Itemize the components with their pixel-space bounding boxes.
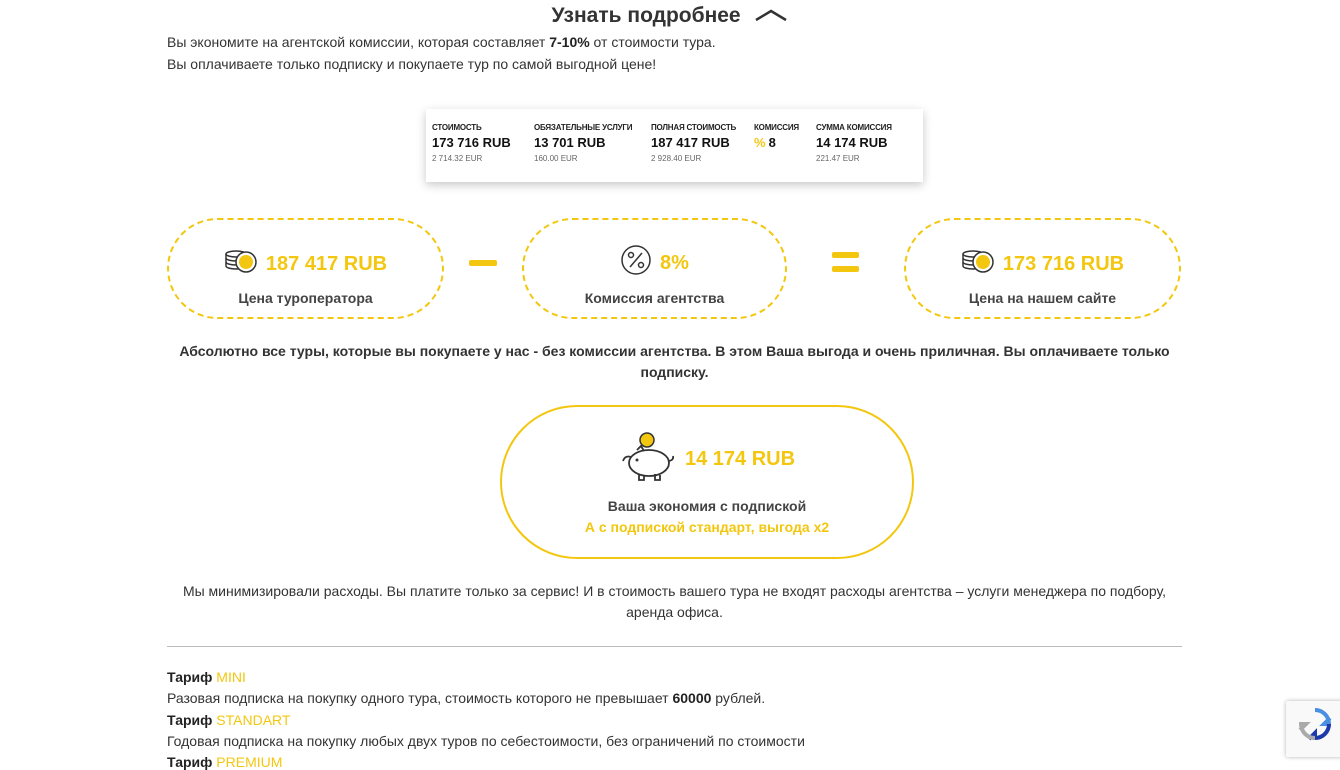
- tariff-standart-name: STANDART: [216, 712, 291, 728]
- tariff-premium-name: PREMIUM: [216, 754, 283, 770]
- site-price-pill: [904, 218, 1181, 319]
- site-price-amount: 173 716 RUB: [1002, 252, 1125, 275]
- price-column-cost: СТОИМОСТЬ 173 716 RUB 2 714.32 EUR: [432, 123, 511, 163]
- savings-caption: Ваша экономия с подпиской: [607, 498, 807, 514]
- expenses-description: Мы минимизировали расходы. Вы платите только за сервис! И в стоимость вашего тура не входят расходы агентства – услуги менеджера по подбору, аренда офиса.: [182, 583, 1167, 620]
- site-price-caption: Цена на нашем сайте: [968, 290, 1117, 306]
- tariff-mini-title: Тариф MINI: [167, 669, 246, 685]
- percent-circle-icon: [620, 244, 652, 282]
- minus-icon: [469, 260, 497, 266]
- savings-caption-standart: А с подпиской стандарт, выгода х2: [584, 519, 830, 535]
- percent-icon: %: [754, 135, 766, 150]
- divider: [167, 646, 1182, 647]
- tariff-premium-title: Тариф PREMIUM: [167, 754, 283, 770]
- recaptcha-icon: [1298, 707, 1332, 746]
- tariff-standart-title: Тариф STANDART: [167, 712, 291, 728]
- piggy-bank-icon: [619, 431, 675, 488]
- equals-icon-top: [832, 252, 859, 258]
- tariff-standart-description: Годовая подписка на покупку любых двух туров по себестоимости, без ограничений по стоимости: [167, 733, 805, 749]
- agency-commission-pill: [522, 218, 787, 319]
- operator-price-caption: Цена туроператора: [238, 290, 373, 306]
- agency-commission-amount: 8%: [660, 251, 689, 274]
- section-header[interactable]: [0, 4, 1340, 28]
- price-column-full: ПОЛНАЯ СТОИМОСТЬ 187 417 RUB 2 928.40 EUR: [651, 123, 737, 163]
- price-breakdown-card: [426, 109, 923, 182]
- chevron-up-icon[interactable]: [754, 4, 788, 28]
- operator-price-amount: 187 417 RUB: [265, 252, 388, 275]
- operator-price-pill: [167, 218, 444, 319]
- tariff-mini-name: MINI: [216, 669, 246, 685]
- price-column-commission-sum: СУММА КОМИССИЯ 14 174 RUB 221.47 EUR: [816, 123, 892, 163]
- savings-pill: [500, 405, 914, 559]
- commission-range: 7-10%: [549, 34, 590, 50]
- tariff-mini-description: Разовая подписка на покупку одного тура, стоимость которого не превышает 60000 рублей.: [167, 690, 766, 706]
- section-title: Узнать подробнее: [551, 4, 741, 27]
- savings-amount: 14 174 RUB: [684, 448, 796, 470]
- intro-line-1: Вы экономите на агентской комиссии, которая составляет 7-10% от стоимости тура.: [167, 34, 716, 50]
- intro-line-2: Вы оплачиваете только подписку и покупаете тур по самой выгодной цене!: [167, 56, 657, 72]
- coins-icon: [961, 248, 995, 280]
- no-commission-note: Абсолютно все туры, которые вы покупаете у нас - без комиссии агентства. В этом Ваша выгода и очень приличная. Вы оплачиваете только подписку.: [179, 343, 1170, 380]
- recaptcha-badge[interactable]: [1286, 701, 1340, 757]
- price-column-services: ОБЯЗАТЕЛЬНЫЕ УСЛУГИ 13 701 RUB 160.00 EUR: [534, 123, 633, 163]
- price-column-commission: КОМИССИЯ % 8: [754, 123, 799, 150]
- agency-commission-caption: Комиссия агентства: [584, 290, 725, 306]
- equals-icon-bottom: [832, 266, 859, 272]
- coins-icon: [224, 248, 258, 280]
